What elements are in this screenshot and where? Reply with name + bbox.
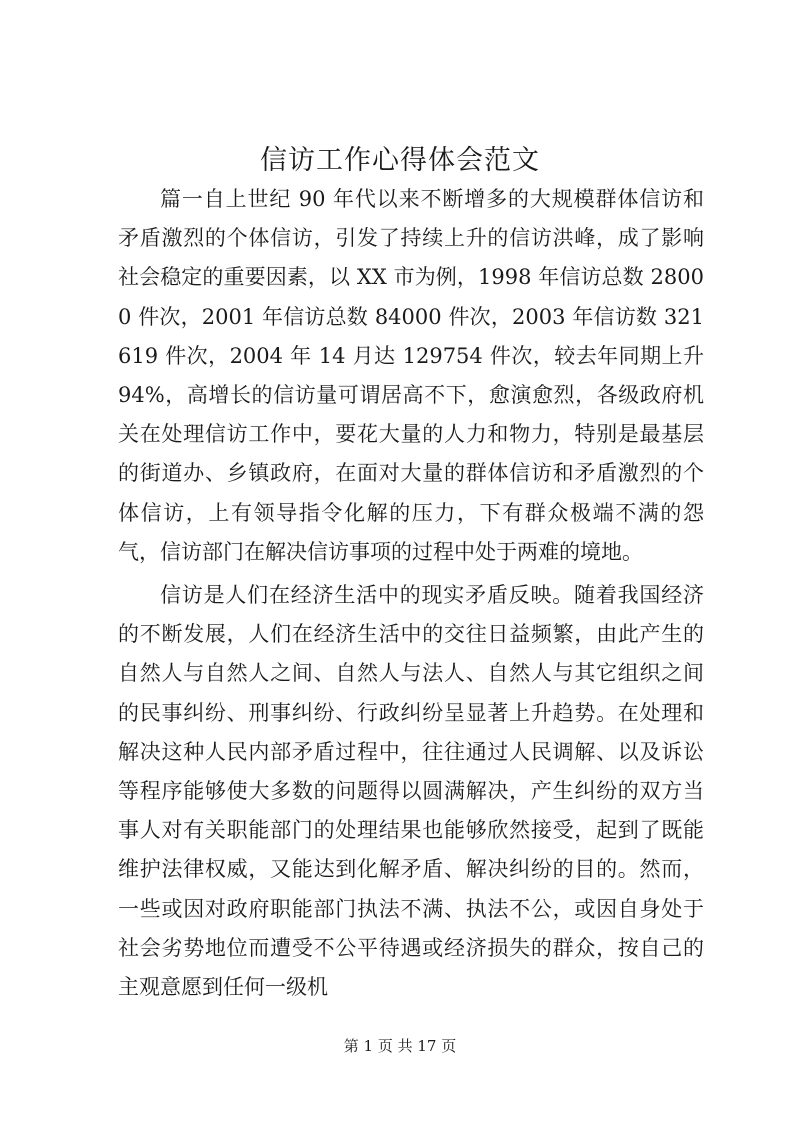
paragraph-1: 篇一自上世纪 90 年代以来不断增多的大规模群体信访和矛盾激烈的个体信访，引发了持续上升的信访洪峰，成了影响社会稳定的重要因素，以 XX 市为例，1998 年信访总数 28000 件次，2001 年信访总数 84000 件次，2003 年信访数 321619 件次，2004 年 14 月达 129754 件次，较去年同期上升 94%，高增长的信访量可谓居高不下，愈演愈烈，各级政府机关在处理信访工作中，要花大量的人力和物力，特别是最基层的街道办、乡镇政府，在面对大量的群体信访和矛盾激烈的个体信访，上有领导指令化解的压力，下有群众极端不满的怨气，信访部门在解决信访事项的过程中处于两难的境地。 — [118, 187, 704, 564]
document-body — [118, 180, 704, 1007]
page-number-footer: 第 1 页 共 17 页 — [343, 1037, 457, 1055]
paragraph-2: 信访是人们在经济生活中的现实矛盾反映。随着我国经济的不断发展，人们在经济生活中的交往日益频繁，由此产生的自然人与自然人之间、自然人与法人、自然人与其它组织之间的民事纠纷、刑事纠纷、行政纠纷呈显著上升趋势。在处理和解决这种人民内部矛盾过程中，往往通过人民调解、以及诉讼等程序能够使大多数的问题得以圆满解决，产生纠纷的双方当事人对有关职能部门的处理结果也能够欣然接受，起到了既能维护法律权威，又能达到化解矛盾、解决纠纷的目的。然而，一些或因对政府职能部门执法不满、执法不公，或因自身处于社会劣势地位而遭受不公平待遇或经济损失的群众，按自己的主观意愿到任何一级机 — [118, 583, 704, 1000]
document-title: 信访工作心得体会范文 — [260, 145, 540, 176]
